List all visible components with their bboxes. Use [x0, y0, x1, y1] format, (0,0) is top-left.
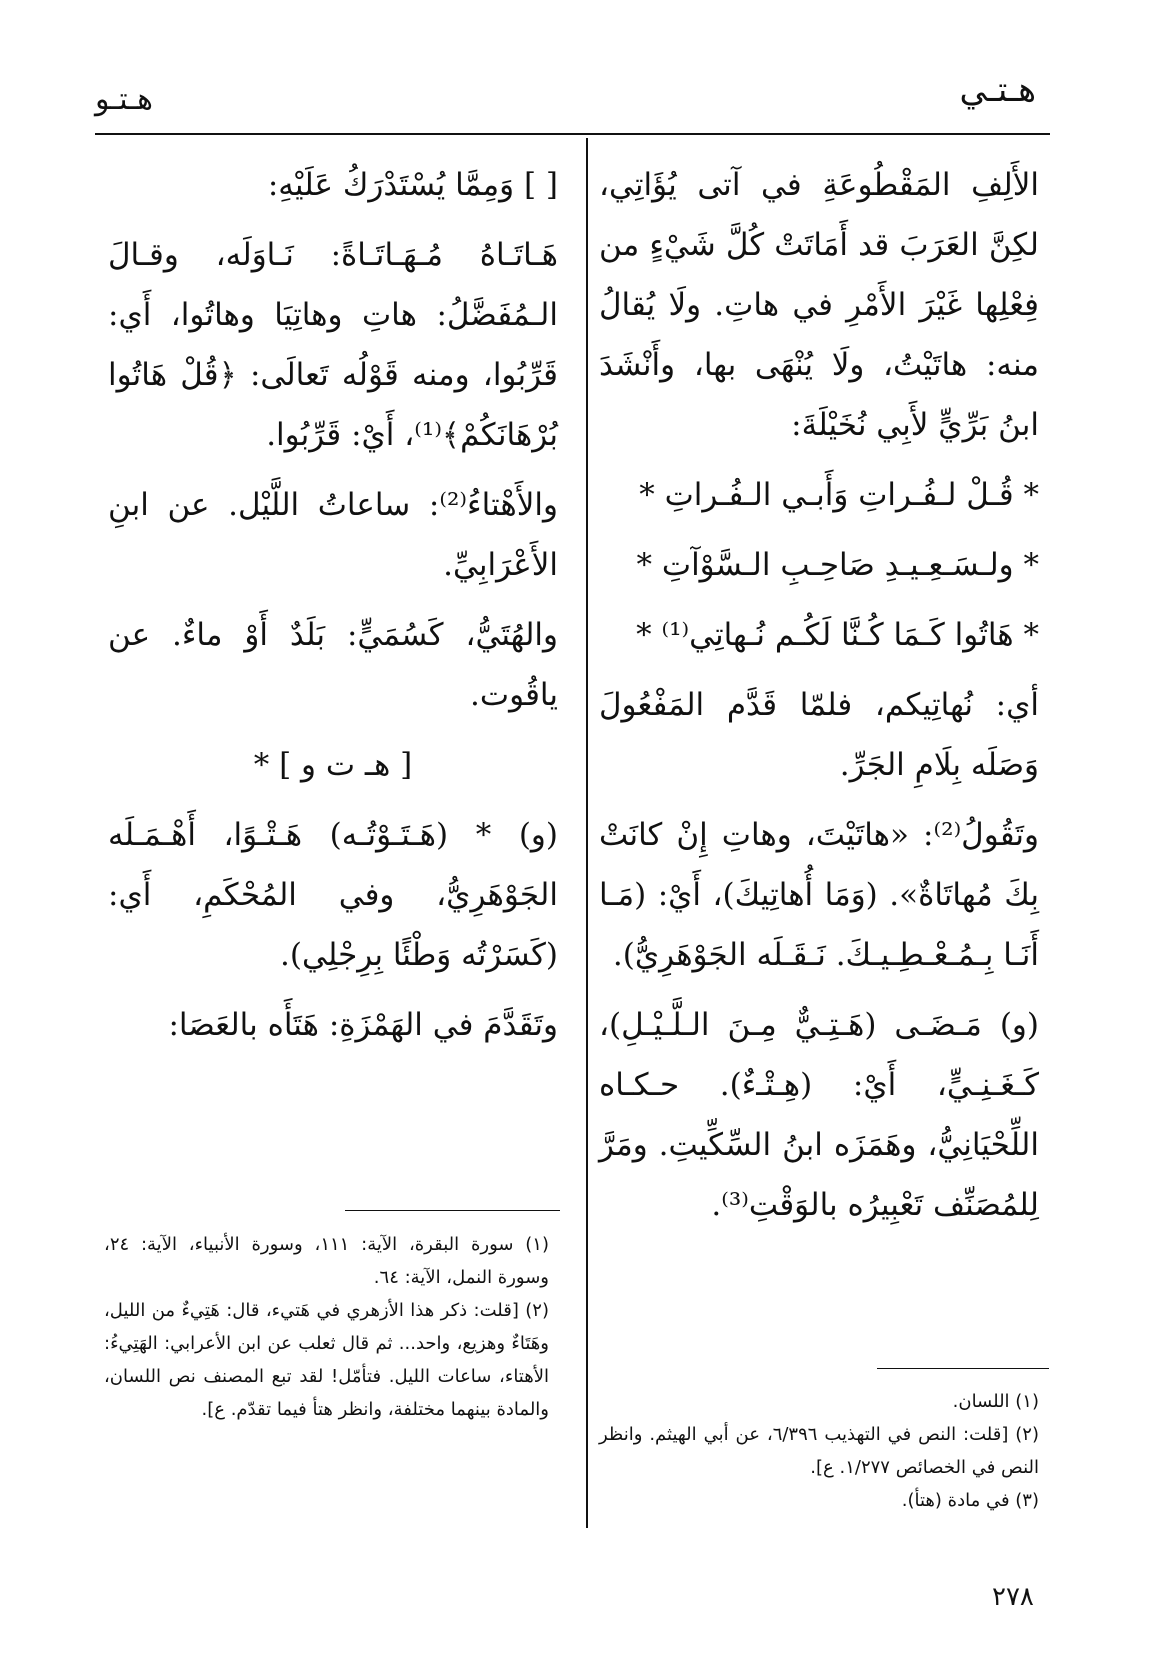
footnote-left-2: (٢) [قلت: ذكر هذا الأزهري في هَتيء، قال: هَتِيءٌ من الليل، وهَتَاءٌ وهزيع، واحد... ثم قال ثعلب عن ابن الأعرابي: الهَتِيءُ: الأهتاء، ساعات الليل. فتأمّل! لقد تبع المصنف نص اللسان، والمادة بينهما مختلفة، وانظر هتأ فيما تقدّم. ع].: [104, 1300, 549, 1420]
verse-line-3: * هَاتُوا كَـمَا كُـنَّا لَكُـم نُـهاتِي⁽¹⁾ *: [636, 617, 1039, 653]
footnote-right-1: (١) اللسان.: [952, 1391, 1039, 1412]
left-paragraph-6: وتَقَدَّمَ في الهَمْزَةِ: هَتَأَه بالعَصَا:: [168, 1007, 558, 1043]
footnote-rule-left: [345, 1210, 560, 1211]
left-paragraph-3: والأَهْتاءُ⁽²⁾: ساعاتُ اللَّيْل. عن ابنِ الأَعْرَابِيِّ.: [108, 487, 558, 583]
verse-line-1: * قُـلْ لـفُـراتِ وَأَبـي الـفُـراتِ *: [639, 477, 1039, 513]
left-column: [108, 155, 558, 1065]
header-rule: [95, 133, 1050, 135]
left-paragraph-1: [ ] وَمِمَّا يُسْتَدْرَكُ عَلَيْهِ:: [267, 167, 558, 203]
footnote-rule-right: [877, 1368, 1049, 1369]
page-number: ٢٧٨: [992, 1582, 1034, 1612]
running-head-left: هـتـو: [95, 82, 153, 117]
footnotes-left: [104, 1228, 549, 1426]
right-column: [599, 155, 1039, 1245]
column-divider: [586, 138, 588, 1528]
footnotes-right: [599, 1385, 1039, 1517]
footnote-right-2: (٢) [قلت: النص في التهذيب ٦/٣٩٦، عن أبي الهيثم. وانظر النص في الخصائص ١/٢٧٧. ع].: [599, 1424, 1039, 1478]
right-paragraph-1: الأَلِفِ المَقْطُوعَةِ في آتى يُؤَاتِي، لكِنَّ العَرَبَ قد أَمَاتَتْ كُلَّ شَيْءٍ من فِعْلِها غَيْرَ الأَمْرِ في هاتِ. ولَا يُقالُ منه: هاتَيْتُ، ولَا يُنْهَى بها، وأَنْشَدَ ابنُ بَرِّيٍّ لأَبِي نُخَيْلَةَ:: [599, 167, 1039, 443]
footnote-left-1: (١) سورة البقرة، الآية: ١١١، وسورة الأنبياء، الآية: ٢٤، وسورة النمل، الآية: ٦٤.: [104, 1234, 549, 1288]
right-paragraph-3: وتَقُولُ⁽²⁾: «هاتَيْتَ، وهاتِ إِنْ كانَتْ بِكَ مُهاتَاةٌ». (وَمَا أُهاتِيكَ)، أَيْ: (مَـا أَنَـا بِـمُـعْـطِـيـكَ. نَـقَـلَه الجَوْهَرِيُّ).: [599, 817, 1039, 973]
running-head-right: هـتـي: [959, 70, 1036, 110]
left-paragraph-4: والهُتَيُّ، كَسُمَيٍّ: بَلَدٌ أَوْ ماءٌ. عن ياقُوت.: [108, 617, 558, 713]
right-paragraph-2: أي: نُهاتِيكم، فلمّا قَدَّم المَفْعُولَ وَصَلَه بِلَامِ الجَرِّ.: [599, 687, 1039, 783]
left-paragraph-2: هَـاتَـاهُ مُـهَـاتَـاةً: نَـاوَلَه، وقـالَ الـمُفَضَّلُ: هاتِ وهاتِيَا وهاتُوا، أَي: قَرِّبُوا، ومنه قَوْلُه تَعالَى: ﴿قُلْ هَاتُوا بُرْهَانَكُمْ﴾⁽¹⁾، أَيْ: قَرِّبُوا.: [108, 237, 558, 453]
left-paragraph-5: (و) * (هَـتَـوْتُـه) هَـتْـوًا، أَهْـمَـلَه الجَوْهَرِيُّ، وفي المُحْكَمِ، أَي: (كَسَرْتُه وَطْئًا بِرِجْلِي).: [108, 817, 558, 973]
footnote-right-3: (٣) في مادة (هتأ).: [901, 1490, 1039, 1511]
right-paragraph-4: (و) مَـضَـى (هَـتِـيٌّ مِـنَ الـلَّـيْـلِ)، كَـغَـنِـيٍّ، أَيْ: (هِـتْـءٌ). حـكـاه اللِّحْيَانِيُّ، وهَمَزَه ابنُ السِّكِّيتِ. ومَرَّ لِلمُصَنِّف تَعْبِيرُه بالوَقْتِ⁽³⁾.: [599, 1007, 1039, 1223]
entry-heading: [ هـ ت و ] *: [253, 747, 413, 783]
verse-line-2: * ولـسَـعِـيـدِ صَاحِـبِ الـسَّوْآتِ *: [636, 547, 1039, 583]
